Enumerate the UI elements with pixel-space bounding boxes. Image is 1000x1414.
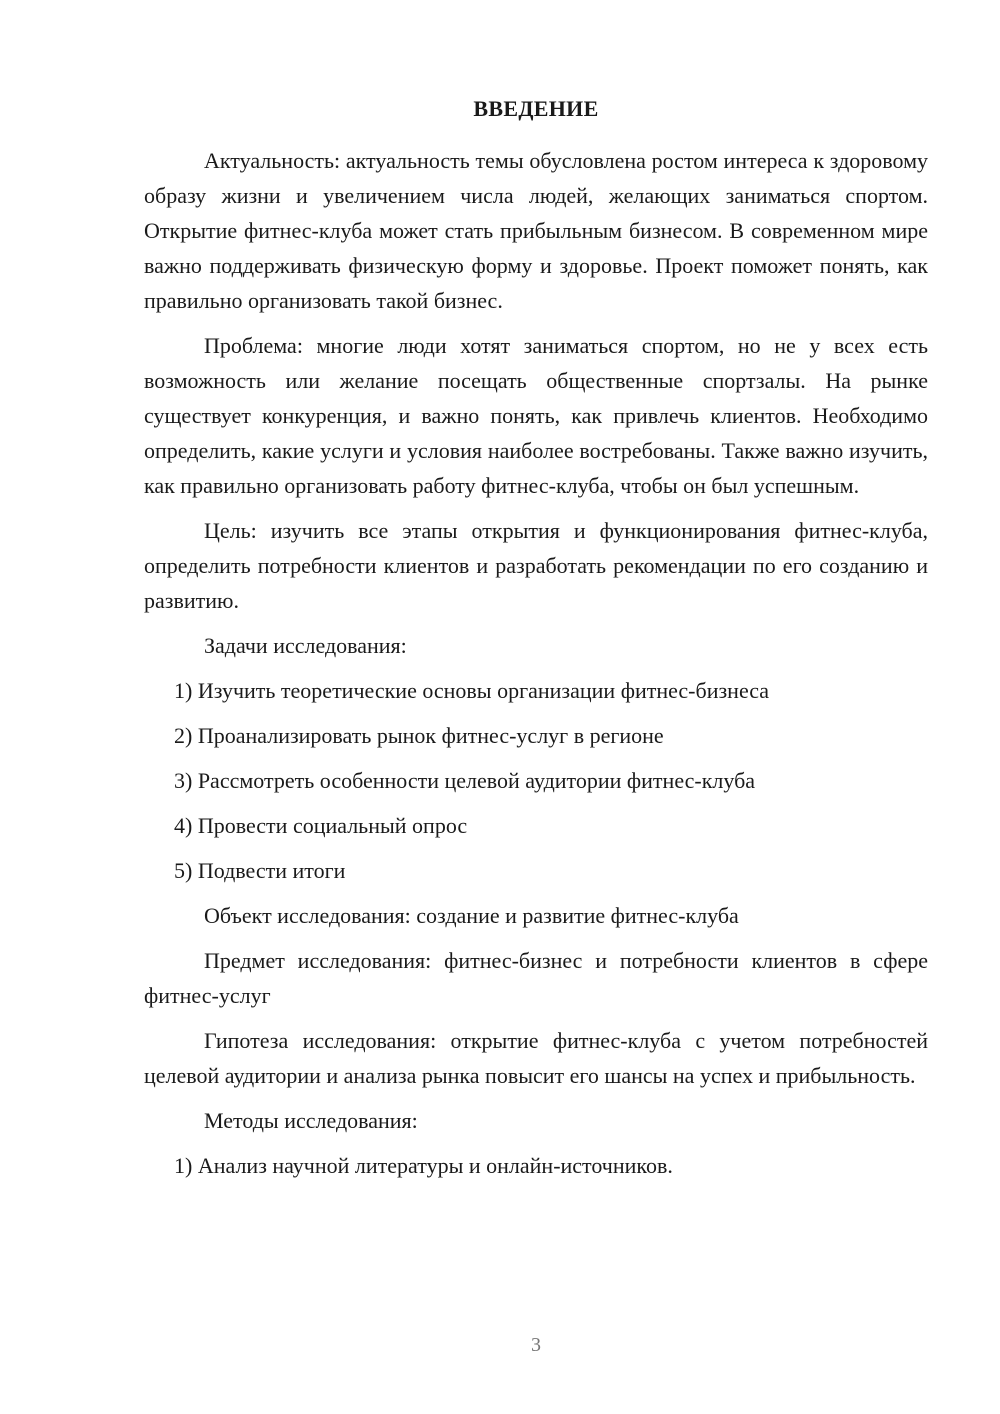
tasks-heading: Задачи исследования: [204,633,407,658]
task-item: 5) Подвести итоги [174,858,346,883]
methods-heading: Методы исследования: [204,1108,418,1133]
task-item: 3) Рассмотреть особенности целевой аудитории фитнес-клуба [174,768,756,793]
task-item: 2) Проанализировать рынок фитнес-услуг в регионе [174,723,664,748]
section-title: ВВЕДЕНИЕ [473,96,599,121]
methods-list [144,1148,928,1183]
relevance-paragraph: Актуальность: актуальность темы обусловлена ростом интереса к здоровому образу жизни и увеличением числа людей, желающих заниматься спортом. Открытие фитнес-клуба может стать прибыльным бизнесом. В современном мире важно поддерживать физическую форму и здоровье. Проект поможет понять, как правильно организовать такой бизнес. [144,148,928,313]
subject-paragraph: Предмет исследования: фитнес-бизнес и потребности клиентов в сфере фитнес-услуг [144,948,928,1008]
page-number: 3 [531,1334,541,1356]
object-paragraph: Объект исследования: создание и развитие фитнес-клуба [204,903,739,928]
goal-paragraph: Цель: изучить все этапы открытия и функционирования фитнес-клуба, определить потребности клиентов и разработать рекомендации по его созданию и развитию. [144,518,928,613]
tasks-list [144,673,928,888]
hypothesis-paragraph: Гипотеза исследования: открытие фитнес-клуба с учетом потребностей целевой аудитории и анализа рынка повысит его шансы на успех и прибыльность. [144,1028,928,1088]
method-item: 1) Анализ научной литературы и онлайн-источников. [174,1153,673,1178]
problem-paragraph: Проблема: многие люди хотят заниматься спортом, но не у всех есть возможность или желание посещать общественные спортзалы. На рынке существует конкуренция, и важно понять, как привлечь клиентов. Необходимо определить, какие услуги и условия наиболее востребованы. Также важно изучить, как правильно организовать работу фитнес-клуба, чтобы он был успешным. [144,333,928,498]
document-body [144,143,928,1193]
task-item: 1) Изучить теоретические основы организации фитнес-бизнеса [174,678,770,703]
task-item: 4) Провести социальный опрос [174,813,468,838]
